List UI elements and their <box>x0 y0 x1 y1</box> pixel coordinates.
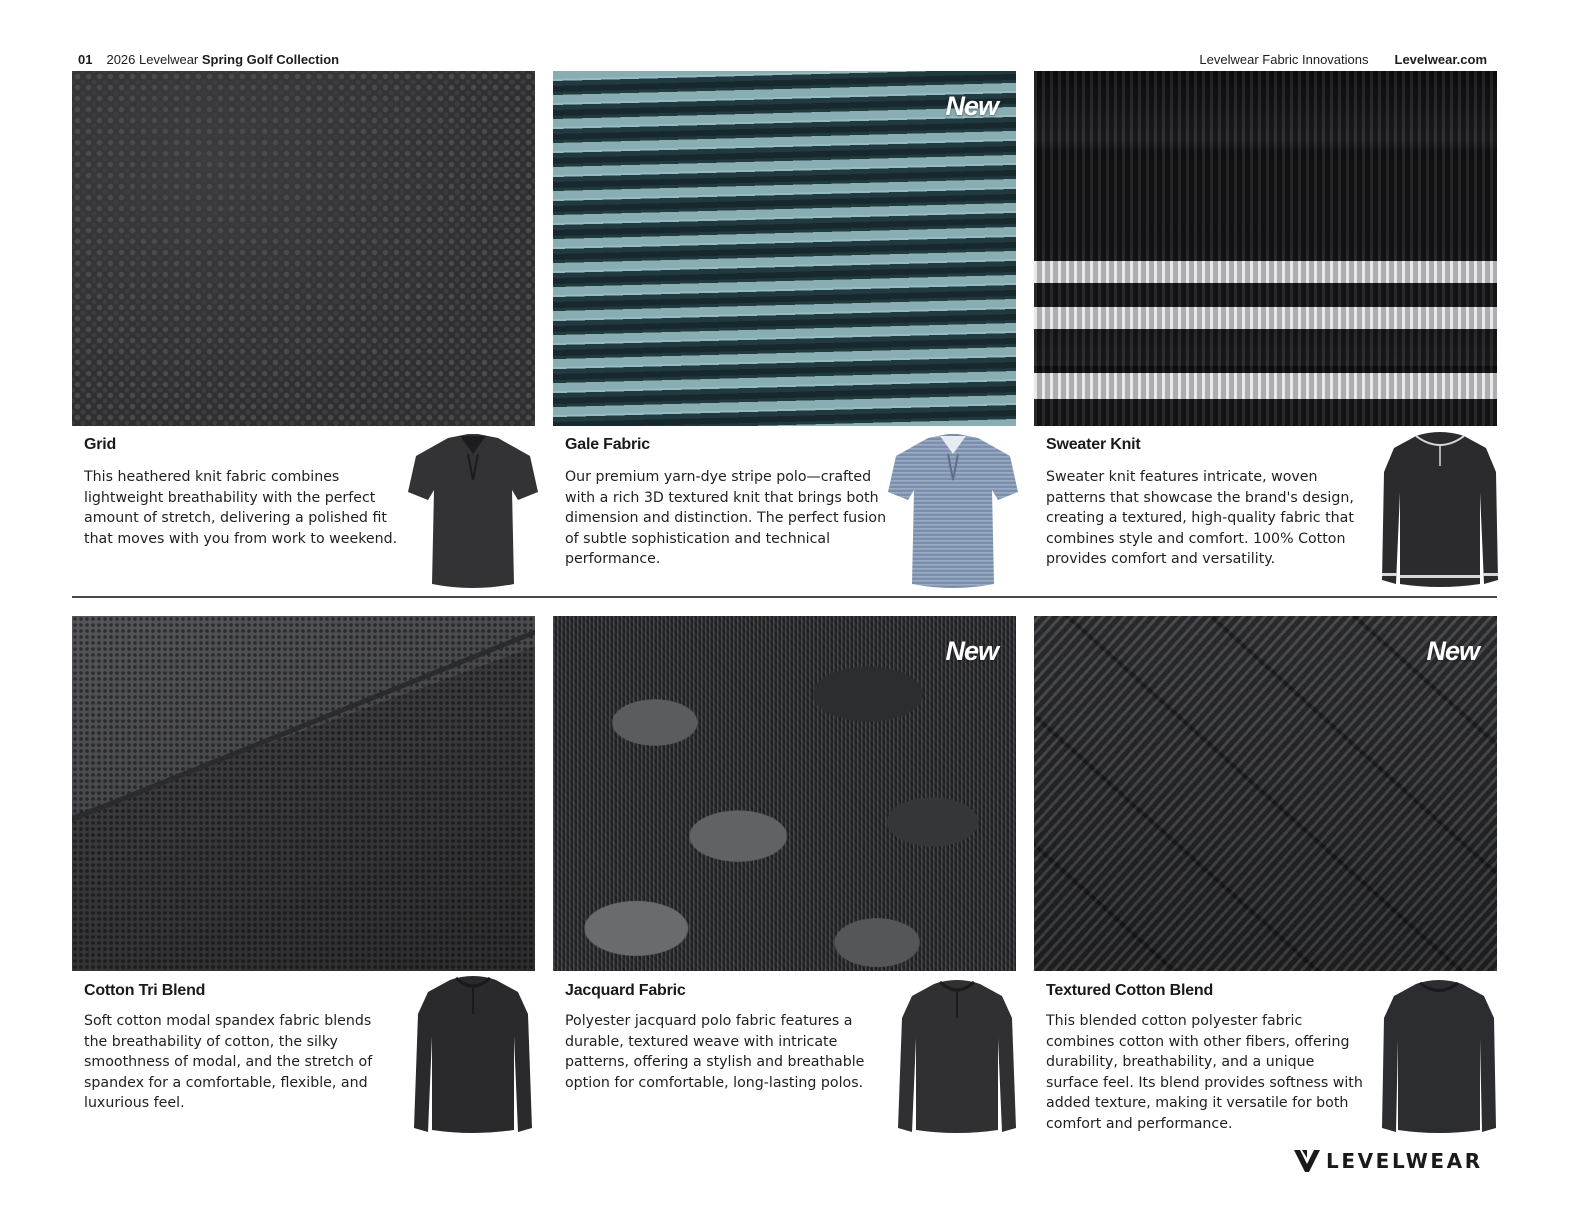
fabric-title: Textured Cotton Blend <box>1046 982 1214 999</box>
fabric-swatch-cotton-tri-blend <box>72 616 535 971</box>
page-number: 01 <box>78 52 93 67</box>
website-link[interactable]: Levelwear.com <box>1394 52 1487 67</box>
brand-logo <box>1294 1149 1483 1173</box>
fabric-swatch-textured-cotton-blend <box>1034 616 1497 971</box>
brand-wordmark: LEVELWEAR <box>1326 1149 1483 1173</box>
fabric-swatch-sweater-knit <box>1034 71 1497 426</box>
quarter-zip-image <box>414 974 532 1136</box>
fabric-title: Sweater Knit <box>1046 436 1141 453</box>
quarter-zip-image <box>898 978 1016 1136</box>
fabric-description: This blended cotton polyester fabric combines cotton with other fibers, offering durability, breathability, and a unique surface feel. Its blend provides softness with added texture, making it versatile for both comfort and performance. <box>1046 1013 1363 1132</box>
levelwear-mark-icon <box>1294 1150 1320 1172</box>
header-left <box>78 52 339 68</box>
section-title: Levelwear Fabric Innovations <box>1199 52 1369 67</box>
header-right <box>1199 52 1487 68</box>
collection-prefix: 2026 Levelwear <box>106 52 199 67</box>
new-badge: New <box>945 91 998 121</box>
row-divider <box>72 596 1497 598</box>
fabric-title: Jacquard Fabric <box>565 982 686 999</box>
fabric-title: Gale Fabric <box>565 436 650 453</box>
fabric-description: Our premium yarn-dye stripe polo—crafted with a rich 3D textured knit that brings both dimension and distinction. The perfect fusion of subtle sophistication and technical performance. <box>565 469 887 568</box>
fabric-title: Cotton Tri Blend <box>84 982 206 999</box>
fabric-swatch-grid <box>72 71 535 426</box>
crewneck-sweater-image <box>1382 978 1496 1136</box>
collection-title: Spring Golf Collection <box>201 52 340 67</box>
fabric-description: Sweater knit features intricate, woven patterns that showcase the brand's design, creating a textured, high-quality fabric that combines style and comfort. 100% Cotton provides comfort and versatility. <box>1046 469 1354 568</box>
polo-shirt-image <box>888 432 1018 590</box>
new-badge: New <box>1426 636 1479 666</box>
new-badge: New <box>945 636 998 666</box>
fabric-swatch-jacquard <box>553 616 1016 971</box>
hoodie-image <box>1382 432 1498 590</box>
fabric-swatch-gale <box>553 71 1016 426</box>
polo-shirt-image <box>408 432 538 590</box>
fabric-description: Polyester jacquard polo fabric features a durable, textured weave with intricate patterns, offering a stylish and breathable option for comfortable, long-lasting polos. <box>565 1013 865 1091</box>
fabric-title: Grid <box>84 436 117 453</box>
fabric-description: This heathered knit fabric combines lightweight breathability with the perfect amount of stretch, delivering a polished fit that moves with you from work to weekend. <box>84 469 398 547</box>
fabric-description: Soft cotton modal spandex fabric blends the breathability of cotton, the silky smoothness of modal, and the stretch of spandex for a comfortable, flexible, and luxurious feel. <box>84 1013 373 1112</box>
